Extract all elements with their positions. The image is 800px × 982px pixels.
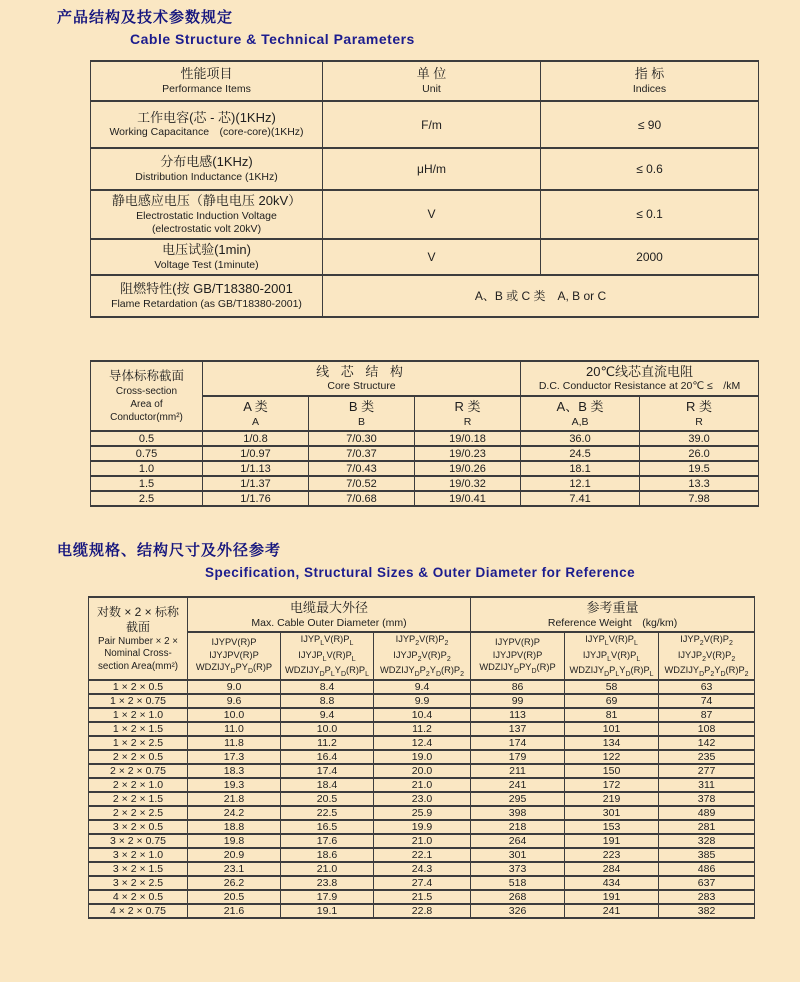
table-row bbox=[89, 820, 755, 834]
value-cell: 27.4 bbox=[374, 876, 471, 890]
value-cell: 191 bbox=[565, 834, 659, 848]
item-zh: 阻燃特性(按 GB/T18380-2001 bbox=[120, 281, 293, 297]
value-cell: 19.5 bbox=[640, 461, 759, 476]
header-en: Performance Items bbox=[162, 82, 251, 95]
subhead-en: R bbox=[463, 415, 472, 428]
header-en3: section Area(mm²) bbox=[97, 660, 179, 672]
unit-cell: F/m bbox=[323, 101, 541, 148]
value-cell: 19.1 bbox=[281, 904, 374, 918]
row-label-cell bbox=[91, 101, 323, 148]
value-cell: 179 bbox=[471, 750, 565, 764]
value-cell: 16.5 bbox=[281, 820, 374, 834]
header-pair-number bbox=[89, 597, 188, 680]
value-cell: 19/0.26 bbox=[415, 461, 521, 476]
value-cell: 9.4 bbox=[281, 708, 374, 722]
value-cell: 22.5 bbox=[281, 806, 374, 820]
performance-table bbox=[90, 60, 759, 318]
table-row bbox=[91, 431, 759, 446]
row-label-cell: 2 × 2 × 0.5 bbox=[89, 750, 188, 764]
header-zh: 性能项目 bbox=[180, 66, 233, 82]
datasheet-page bbox=[0, 6, 800, 982]
header-en2: Nominal Cross- bbox=[104, 648, 172, 660]
header-indices bbox=[541, 61, 759, 101]
value-cell: 301 bbox=[471, 848, 565, 862]
value-cell: 20.0 bbox=[374, 764, 471, 778]
value-cell: 24.3 bbox=[374, 862, 471, 876]
table-row bbox=[89, 876, 755, 890]
item-zh: 静电感应电压（静电电压 20kV） bbox=[111, 193, 302, 208]
value-cell: 12.4 bbox=[374, 736, 471, 750]
table-row bbox=[89, 806, 755, 820]
value-cell: 39.0 bbox=[640, 431, 759, 446]
section2-title-en: Specification, Structural Sizes & Outer Diameter for Reference bbox=[205, 565, 636, 581]
value-cell: 74 bbox=[659, 694, 755, 708]
value-cell: 191 bbox=[565, 890, 659, 904]
value-cell: 22.1 bbox=[374, 848, 471, 862]
spec-table-body bbox=[89, 680, 755, 918]
core-table-body bbox=[91, 431, 759, 506]
value-cell: 20.9 bbox=[188, 848, 281, 862]
row-label-cell: 1 × 2 × 0.5 bbox=[89, 680, 188, 694]
subhead-en: R bbox=[695, 415, 703, 428]
value-cell: 1/0.97 bbox=[203, 446, 309, 461]
value-cell: 99 bbox=[471, 694, 565, 708]
value-cell: 7.41 bbox=[521, 491, 640, 506]
value-cell: 12.1 bbox=[521, 476, 640, 491]
value-cell: 18.1 bbox=[521, 461, 640, 476]
item-en: Voltage Test (1minute) bbox=[154, 258, 259, 271]
value-cell: 241 bbox=[471, 778, 565, 792]
item-zh: 分布电感(1KHz) bbox=[160, 154, 253, 170]
value-cell: 9.0 bbox=[188, 680, 281, 694]
table-row bbox=[89, 680, 755, 694]
value-cell: 223 bbox=[565, 848, 659, 862]
value-cell: 19.8 bbox=[188, 834, 281, 848]
table-row bbox=[89, 722, 755, 736]
header-reference-weight-group bbox=[471, 597, 755, 632]
value-cell: 108 bbox=[659, 722, 755, 736]
value-cell: 58 bbox=[565, 680, 659, 694]
table-row bbox=[89, 736, 755, 750]
value-cell: 637 bbox=[659, 876, 755, 890]
value-cell: 8.8 bbox=[281, 694, 374, 708]
index-cell: ≤ 90 bbox=[541, 101, 759, 148]
item-zh: 工作电容(芯 - 芯)(1KHz) bbox=[137, 109, 276, 125]
performance-header-row bbox=[91, 61, 759, 101]
section1-title-zh: 产品结构及技术参数规定 bbox=[57, 9, 234, 26]
header-zh: 对数 × 2 × 标称 bbox=[96, 604, 180, 619]
section2-title-zh: 电缆规格、结构尺寸及外径参考 bbox=[57, 542, 282, 560]
value-cell: 7/0.30 bbox=[309, 431, 415, 446]
table-row bbox=[89, 890, 755, 904]
header-en2: Area of Conductor(mm²) bbox=[110, 398, 183, 423]
item-en: Working Capacitance (core-core)(1KHz) bbox=[109, 126, 304, 139]
table-row bbox=[91, 476, 759, 491]
unit-cell: V bbox=[323, 190, 541, 239]
value-cell: 8.4 bbox=[281, 680, 374, 694]
merged-value-cell: A、B 或 C 类 A, B or C bbox=[323, 275, 759, 317]
value-cell: 7.98 bbox=[640, 491, 759, 506]
value-cell: 382 bbox=[659, 904, 755, 918]
group-zh: 20℃线芯直流电阻 bbox=[586, 363, 694, 379]
row-label-cell: 3 × 2 × 1.5 bbox=[89, 862, 188, 876]
subhead-zh: A 类 bbox=[243, 399, 268, 415]
header-dc-resistance-group bbox=[521, 361, 759, 396]
value-cell: 373 bbox=[471, 862, 565, 876]
row-label-cell: 3 × 2 × 2.5 bbox=[89, 876, 188, 890]
value-cell: 20.5 bbox=[188, 890, 281, 904]
value-cell: 26.0 bbox=[640, 446, 759, 461]
row-label-cell bbox=[91, 190, 323, 239]
row-label-cell: 0.75 bbox=[91, 446, 203, 461]
table-row bbox=[91, 275, 759, 317]
table-row bbox=[91, 446, 759, 461]
group-en: D.C. Conductor Resistance at 20℃ ≤ /kM bbox=[538, 380, 741, 393]
subhead-zh: A、B 类 bbox=[556, 399, 604, 415]
value-cell: 21.0 bbox=[374, 834, 471, 848]
table-row bbox=[91, 239, 759, 275]
value-cell: 172 bbox=[565, 778, 659, 792]
value-cell: 385 bbox=[659, 848, 755, 862]
value-cell: 219 bbox=[565, 792, 659, 806]
section1-title-en: Cable Structure & Technical Parameters bbox=[130, 31, 415, 47]
row-label-cell bbox=[91, 239, 323, 275]
item-zh: 电压试验(1min) bbox=[162, 242, 251, 258]
value-cell: 268 bbox=[471, 890, 565, 904]
value-cell: 7/0.52 bbox=[309, 476, 415, 491]
header-en: Indices bbox=[632, 82, 667, 95]
value-cell: 11.2 bbox=[374, 722, 471, 736]
group-en: Max. Cable Outer Diameter (mm) bbox=[251, 616, 407, 629]
table-row bbox=[89, 834, 755, 848]
index-cell: 2000 bbox=[541, 239, 759, 275]
value-cell: 134 bbox=[565, 736, 659, 750]
value-cell: 19.9 bbox=[374, 820, 471, 834]
value-cell: 18.8 bbox=[188, 820, 281, 834]
value-cell: 21.6 bbox=[188, 904, 281, 918]
value-cell: 7/0.37 bbox=[309, 446, 415, 461]
value-cell: 113 bbox=[471, 708, 565, 722]
index-cell: ≤ 0.1 bbox=[541, 190, 759, 239]
value-cell: 9.9 bbox=[374, 694, 471, 708]
header-class-r bbox=[415, 396, 521, 431]
value-cell: 11.8 bbox=[188, 736, 281, 750]
value-cell: 24.2 bbox=[188, 806, 281, 820]
header-en: Pair Number × 2 × bbox=[97, 636, 179, 648]
value-cell: 264 bbox=[471, 834, 565, 848]
group-zh: 电缆最大外径 bbox=[290, 600, 369, 616]
value-cell: 1/0.8 bbox=[203, 431, 309, 446]
unit-cell: V bbox=[323, 239, 541, 275]
row-label-cell: 3 × 2 × 1.0 bbox=[89, 848, 188, 862]
value-cell: 23.1 bbox=[188, 862, 281, 876]
header-unit bbox=[323, 61, 541, 101]
item-en2: (electrostatic volt 20kV) bbox=[151, 223, 262, 236]
value-cell: 11.0 bbox=[188, 722, 281, 736]
row-label-cell bbox=[91, 275, 323, 317]
header-zh: 导体标称截面 bbox=[108, 369, 184, 384]
value-cell: 9.6 bbox=[188, 694, 281, 708]
value-cell: 277 bbox=[659, 764, 755, 778]
header-cross-section bbox=[91, 361, 203, 431]
unit-cell: μH/m bbox=[323, 148, 541, 190]
table-row bbox=[89, 848, 755, 862]
value-cell: 7/0.68 bbox=[309, 491, 415, 506]
value-cell: 22.8 bbox=[374, 904, 471, 918]
spec-group-header-row bbox=[89, 597, 755, 632]
header-max-diameter-group bbox=[188, 597, 471, 632]
value-cell: 87 bbox=[659, 708, 755, 722]
group-zh: 参考重量 bbox=[586, 600, 639, 616]
value-cell: 281 bbox=[659, 820, 755, 834]
value-cell: 1/1.37 bbox=[203, 476, 309, 491]
header-class-b bbox=[309, 396, 415, 431]
item-en: Flame Retardation (as GB/T18380-2001) bbox=[111, 297, 302, 310]
value-cell: 23.8 bbox=[281, 876, 374, 890]
value-cell: 150 bbox=[565, 764, 659, 778]
value-cell: 19.3 bbox=[188, 778, 281, 792]
header-class-ab bbox=[521, 396, 640, 431]
header-class-r2 bbox=[640, 396, 759, 431]
subhead-en: A bbox=[251, 415, 259, 428]
row-label-cell: 1 × 2 × 0.75 bbox=[89, 694, 188, 708]
subhead-en: A,B bbox=[571, 415, 589, 428]
value-cell: 63 bbox=[659, 680, 755, 694]
value-cell: 489 bbox=[659, 806, 755, 820]
table-row bbox=[89, 778, 755, 792]
row-label-cell: 3 × 2 × 0.5 bbox=[89, 820, 188, 834]
value-cell: 21.0 bbox=[281, 862, 374, 876]
group-zh: 线 芯 结 构 bbox=[316, 363, 407, 379]
value-cell: 20.5 bbox=[281, 792, 374, 806]
value-cell: 398 bbox=[471, 806, 565, 820]
core-structure-table bbox=[90, 360, 759, 507]
table-row bbox=[91, 190, 759, 239]
header-class-a bbox=[203, 396, 309, 431]
header-zh: 单 位 bbox=[416, 66, 447, 82]
subhead-zh: B 类 bbox=[348, 399, 375, 415]
subhead-zh: R 类 bbox=[454, 399, 481, 415]
row-label-cell bbox=[91, 148, 323, 190]
value-cell: 69 bbox=[565, 694, 659, 708]
value-cell: 13.3 bbox=[640, 476, 759, 491]
value-cell: 17.4 bbox=[281, 764, 374, 778]
value-cell: 17.6 bbox=[281, 834, 374, 848]
value-cell: 21.8 bbox=[188, 792, 281, 806]
subhead-zh: R 类 bbox=[686, 399, 713, 415]
item-en: Electrostatic Induction Voltage bbox=[136, 209, 277, 222]
value-cell: 122 bbox=[565, 750, 659, 764]
value-cell: 295 bbox=[471, 792, 565, 806]
value-cell: 241 bbox=[565, 904, 659, 918]
group-en: Core Structure bbox=[327, 380, 396, 393]
table-row bbox=[91, 148, 759, 190]
value-cell: 235 bbox=[659, 750, 755, 764]
table-row bbox=[91, 461, 759, 476]
row-label-cell: 1.5 bbox=[91, 476, 203, 491]
value-cell: 434 bbox=[565, 876, 659, 890]
value-cell: 10.0 bbox=[281, 722, 374, 736]
table-row bbox=[89, 764, 755, 778]
value-cell: 301 bbox=[565, 806, 659, 820]
subhead-en: B bbox=[357, 415, 365, 428]
table-row bbox=[89, 750, 755, 764]
table-row bbox=[89, 904, 755, 918]
value-cell: 21.0 bbox=[374, 778, 471, 792]
value-cell: 378 bbox=[659, 792, 755, 806]
value-cell: 7/0.43 bbox=[309, 461, 415, 476]
value-cell: 1/1.13 bbox=[203, 461, 309, 476]
value-cell: 17.3 bbox=[188, 750, 281, 764]
value-cell: 19/0.32 bbox=[415, 476, 521, 491]
value-cell: 23.0 bbox=[374, 792, 471, 806]
header-en: Unit bbox=[422, 82, 441, 95]
header-core-structure-group bbox=[203, 361, 521, 396]
row-label-cell: 0.5 bbox=[91, 431, 203, 446]
value-cell: 142 bbox=[659, 736, 755, 750]
table-row bbox=[91, 101, 759, 148]
table-row bbox=[89, 708, 755, 722]
value-cell: 283 bbox=[659, 890, 755, 904]
value-cell: 19/0.41 bbox=[415, 491, 521, 506]
value-cell: 174 bbox=[471, 736, 565, 750]
header-performance-items bbox=[91, 61, 323, 101]
row-label-cell: 1 × 2 × 1.5 bbox=[89, 722, 188, 736]
value-cell: 153 bbox=[565, 820, 659, 834]
value-cell: 16.4 bbox=[281, 750, 374, 764]
table-row bbox=[89, 862, 755, 876]
header-zh: 指 标 bbox=[634, 66, 665, 82]
header-type-ijypvrp-w: IJYPV(R)P IJYJPV(R)P $WDZIJY_DPY_D(R)P$ bbox=[471, 632, 565, 680]
row-label-cell: 2 × 2 × 1.0 bbox=[89, 778, 188, 792]
row-label-cell: 2 × 2 × 0.75 bbox=[89, 764, 188, 778]
value-cell: 311 bbox=[659, 778, 755, 792]
value-cell: 137 bbox=[471, 722, 565, 736]
header-type-ijypvrp: IJYPV(R)P IJYJPV(R)P $WDZIJY_DPY_D(R)P$ bbox=[188, 632, 281, 680]
value-cell: 18.4 bbox=[281, 778, 374, 792]
value-cell: 18.6 bbox=[281, 848, 374, 862]
value-cell: 24.5 bbox=[521, 446, 640, 461]
table-row bbox=[89, 792, 755, 806]
header-zh2: 截面 bbox=[125, 620, 150, 635]
row-label-cell: 2.5 bbox=[91, 491, 203, 506]
value-cell: 18.3 bbox=[188, 764, 281, 778]
value-cell: 211 bbox=[471, 764, 565, 778]
value-cell: 19/0.23 bbox=[415, 446, 521, 461]
value-cell: 21.5 bbox=[374, 890, 471, 904]
index-cell: ≤ 0.6 bbox=[541, 148, 759, 190]
value-cell: 326 bbox=[471, 904, 565, 918]
group-en: Reference Weight (kg/km) bbox=[547, 616, 678, 629]
table-row bbox=[91, 491, 759, 506]
core-group-header-row bbox=[91, 361, 759, 396]
row-label-cell: 1 × 2 × 2.5 bbox=[89, 736, 188, 750]
value-cell: 9.4 bbox=[374, 680, 471, 694]
spec-type-header-row bbox=[89, 632, 755, 680]
value-cell: 101 bbox=[565, 722, 659, 736]
row-label-cell: 4 × 2 × 0.5 bbox=[89, 890, 188, 904]
value-cell: 36.0 bbox=[521, 431, 640, 446]
header-type-ijyplvrpl-w: $IJYP_LV(R)P_L$ $IJYJP_LV(R)P_L$ $WDZIJY_DP_LY_D(R)P_L$ bbox=[565, 632, 659, 680]
value-cell: 518 bbox=[471, 876, 565, 890]
table-row bbox=[89, 694, 755, 708]
row-label-cell: 4 × 2 × 0.75 bbox=[89, 904, 188, 918]
header-type-ijyp2vrp2-w: $IJYP_2V(R)P_2$ $IJYJP_2V(R)P_2$ $WDZIJY_DP_2Y_D(R)P_2$ bbox=[659, 632, 755, 680]
header-type-ijyplvrpl: $IJYP_LV(R)P_L$ $IJYJP_LV(R)P_L$ $WDZIJY_DP_LY_D(R)P_L$ bbox=[281, 632, 374, 680]
value-cell: 19.0 bbox=[374, 750, 471, 764]
value-cell: 10.4 bbox=[374, 708, 471, 722]
header-type-ijyp2vrp2: $IJYP_2V(R)P_2$ $IJYJP_2V(R)P_2$ $WDZIJY_DP_2Y_D(R)P_2$ bbox=[374, 632, 471, 680]
value-cell: 19/0.18 bbox=[415, 431, 521, 446]
value-cell: 10.0 bbox=[188, 708, 281, 722]
row-label-cell: 1.0 bbox=[91, 461, 203, 476]
value-cell: 328 bbox=[659, 834, 755, 848]
value-cell: 11.2 bbox=[281, 736, 374, 750]
row-label-cell: 1 × 2 × 1.0 bbox=[89, 708, 188, 722]
value-cell: 218 bbox=[471, 820, 565, 834]
row-label-cell: 2 × 2 × 1.5 bbox=[89, 792, 188, 806]
value-cell: 25.9 bbox=[374, 806, 471, 820]
spec-table bbox=[88, 596, 755, 919]
row-label-cell: 3 × 2 × 0.75 bbox=[89, 834, 188, 848]
value-cell: 486 bbox=[659, 862, 755, 876]
value-cell: 1/1.76 bbox=[203, 491, 309, 506]
header-en: Cross-section bbox=[115, 385, 178, 397]
value-cell: 81 bbox=[565, 708, 659, 722]
value-cell: 284 bbox=[565, 862, 659, 876]
row-label-cell: 2 × 2 × 2.5 bbox=[89, 806, 188, 820]
value-cell: 17.9 bbox=[281, 890, 374, 904]
value-cell: 86 bbox=[471, 680, 565, 694]
item-en: Distribution Inductance (1KHz) bbox=[135, 170, 278, 183]
value-cell: 26.2 bbox=[188, 876, 281, 890]
